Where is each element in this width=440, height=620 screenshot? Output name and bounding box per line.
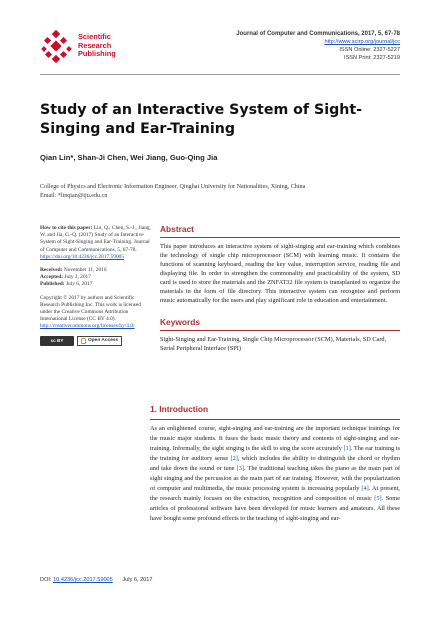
affiliation-block	[40, 183, 305, 201]
article-authors: Qian Lin*, Shan-Ji Chen, Wei Jiang, Guo-Qing Jia	[40, 153, 218, 162]
accepted-date: Accepted: July 3, 2017	[40, 274, 91, 281]
cite-label: How to cite this paper:	[40, 225, 93, 231]
issn-online: ISSN Online: 2327-5227	[339, 47, 400, 53]
citation-link[interactable]: [3]	[236, 465, 244, 472]
introduction-divider	[150, 419, 400, 420]
citation-link[interactable]: [4]	[361, 485, 369, 492]
cite-text: Lin, Q., Chen, S.-J., Jiang, W. and Jia, G.-Q. (2017) Study of an Interactive System of Sight-Singing and Ear-Training. Journal of Computer and Communications, 5, 67-78.	[40, 225, 151, 253]
abstract-text: This paper introduces an interactive system of sight-singing and ear-training which combines the technology of single chip microprocessor (SCM) with learning music. It contains the functions of scanning keyboard, reading the key value, interruption service, reading file and displaying file. In order to strengthen the commonality and practicability of the system, SD card is used to store the materials and the ZNFAT32 file system is transplanted to organize the materials in the form of file directory. This interactive system can recognize and perform music automatically for the users and play significant role in education and entertainment.	[160, 243, 400, 304]
journal-info	[236, 30, 400, 62]
license-link[interactable]: http://creativecommons.org/licenses/by/4.0/	[40, 323, 135, 330]
received-date: Received: November 11, 2016	[40, 267, 107, 274]
footer-doi-label: DOI:	[40, 577, 52, 583]
citation-link[interactable]: [2]	[230, 455, 238, 462]
published-date: Published: July 6, 2017	[40, 281, 93, 288]
open-access-badge: Open Access	[77, 336, 122, 346]
cite-doi-link[interactable]: https://doi.org/10.4236/jcc.2017.59005	[40, 253, 125, 260]
issn-print: ISSN Print: 2327-5219	[344, 55, 400, 61]
publisher-name: Scientific Research Publishing	[78, 32, 116, 59]
footer-date: July 6, 2017	[122, 577, 153, 583]
introduction-text: As an enlightened course, sight-singing and ear-training are the important technique trainings for the music major students. It fuses the basic music theory and contents of sight-singing and ear-training. Informally, the sight singing is the skill to sing the score accurately [1]. The ear training is the training for auditory sense [2], which includes the ability to distinguish the chord or rhythm and take down the sound or tune [3]. The traditional teaching takes the piano as the main part of sight singing and the percussion as the main part of ear training. However, with the popularization of computer and multimedia, the music processing system is increasing popularly [4]. At present, the research mainly focuses on the extraction, recognition and composition of music [5]. Some articles of professional software have been developed for music learners and amateurs. All these have bought some profound effects to the teaching of sight-singing and ear-	[150, 425, 401, 522]
citation-block	[40, 225, 152, 261]
article-sidebar	[40, 225, 152, 352]
dates-block	[40, 267, 152, 289]
page-footer	[40, 577, 153, 583]
footer-doi-link[interactable]: 10.4236/jcc.2017.59005	[53, 577, 113, 583]
keywords-heading: Keywords	[160, 317, 201, 327]
journal-url-link[interactable]: http://www.scirp.org/journal/jcc	[324, 39, 400, 45]
license-badges	[40, 336, 152, 346]
header-divider	[40, 74, 400, 75]
affiliation: College of Physics and Electronic Information Engineer, Qinghai University for Nationalities, Xining, China	[40, 184, 306, 190]
abstract-column	[160, 222, 400, 353]
keywords-divider	[160, 330, 400, 331]
citation-link[interactable]: [1]	[343, 445, 351, 452]
publisher-logo[interactable]	[40, 30, 150, 64]
article-title: Study of an Interactive System of Sight-Singing and Ear-Training	[40, 102, 363, 137]
author-email: Email: *linqian@tju.edu.cn	[40, 193, 108, 199]
citation-link[interactable]: [5]	[374, 495, 382, 502]
abstract-heading: Abstract	[160, 224, 194, 234]
abstract-divider	[160, 237, 400, 238]
introduction-heading: 1. Introduction	[150, 404, 209, 414]
copyright-text: Copyright © 2017 by authors and Scientific Research Publishing Inc. This work is licensed under the Creative Commons Attribution International License (CC BY 4.0).	[40, 294, 141, 323]
keywords-text: Sight-Singing and Ear-Training, Single Chip Microprocessor (SCM), Materials, SD Card, Serial Peripheral Interface (SPI)	[160, 336, 387, 352]
scirp-logo-icon	[40, 30, 74, 64]
open-lock-icon	[81, 338, 86, 344]
journal-name: Journal of Computer and Communications, 2017, 5, 67-78	[236, 31, 400, 37]
cc-by-badge[interactable]: cc BY	[40, 336, 74, 346]
copyright-block	[40, 295, 152, 346]
